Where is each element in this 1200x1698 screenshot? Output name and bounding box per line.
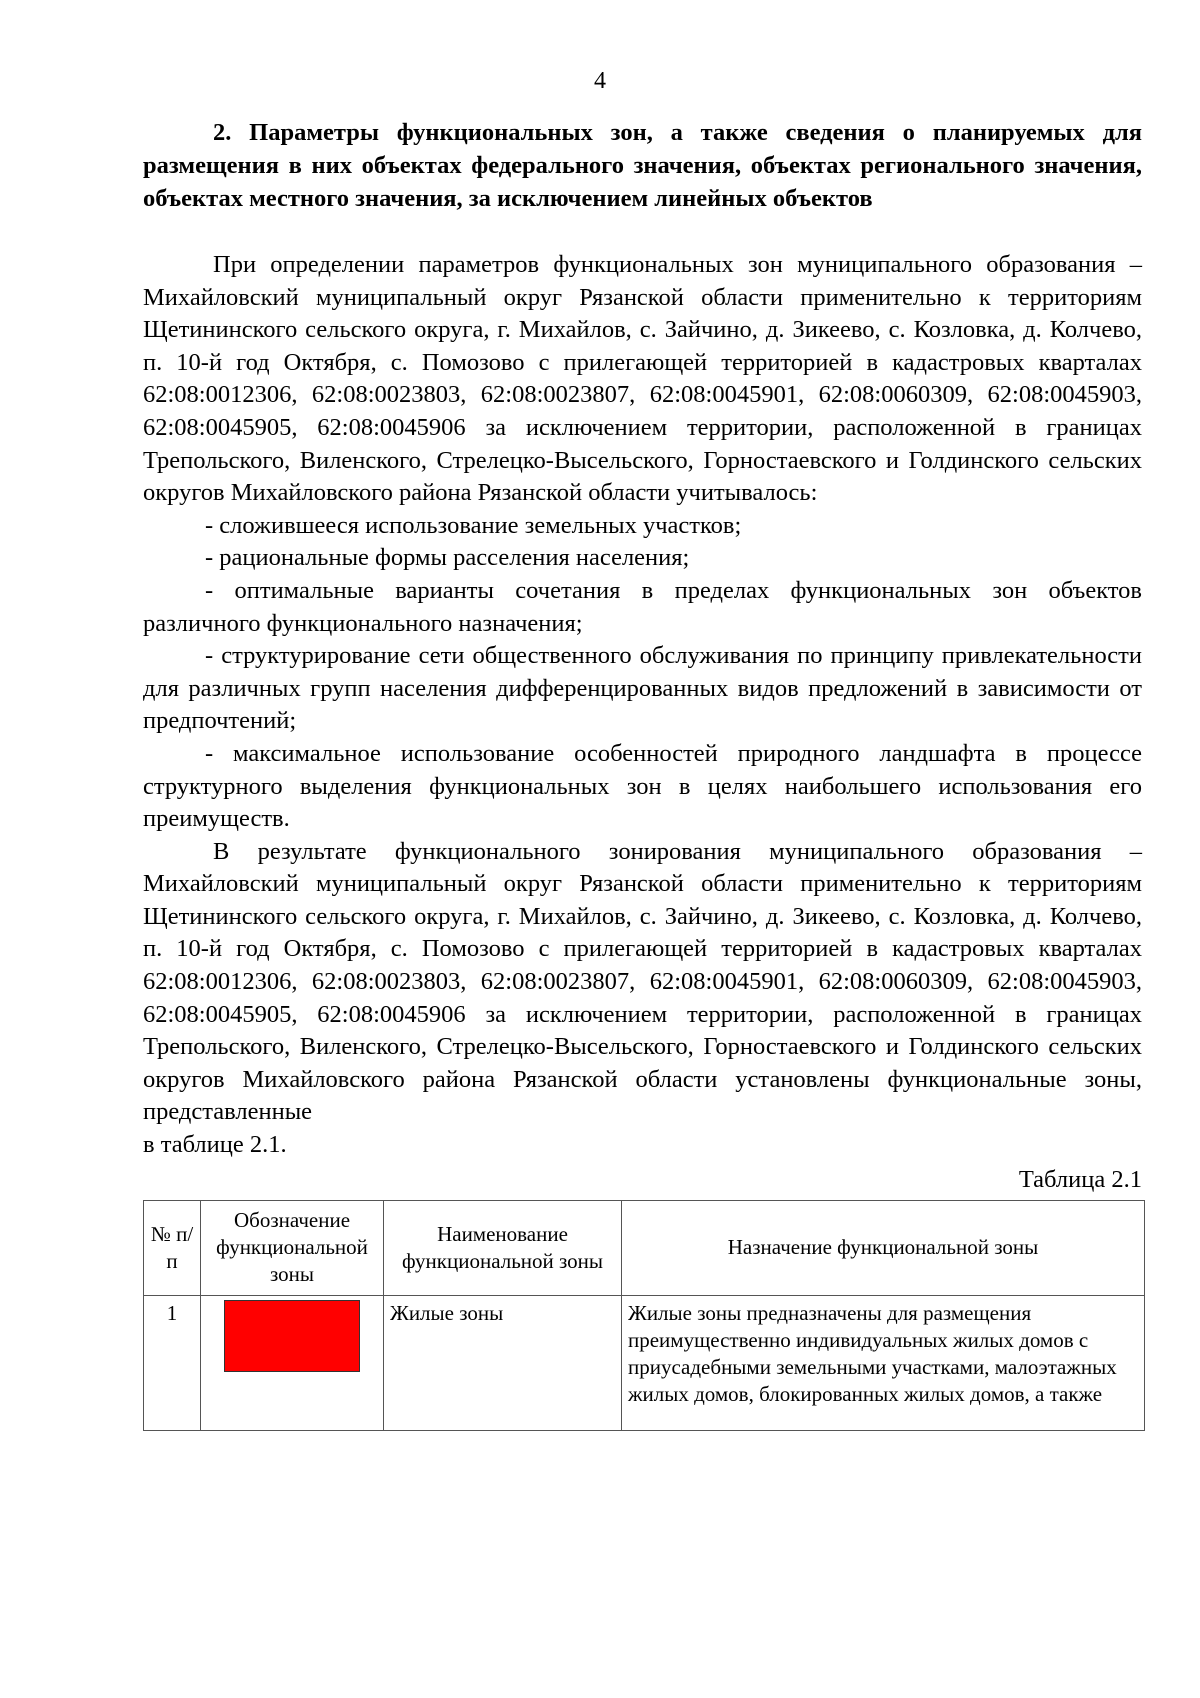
section-heading: 2. Параметры функциональных зон, а также сведения о планируемых для размещения в них объектах федерального значения, объектах регионального значения, объектах местного значения, за исключением линейных объектов — [143, 119, 1142, 212]
row-name: Жилые зоны — [384, 1295, 622, 1430]
header-designation: Обозначение функциональной зоны — [201, 1200, 384, 1295]
spacer — [143, 215, 1142, 249]
paragraph-result: В результате функционального зонирования муниципального образования – Михайловский муниципальный округ Рязанской области применительно к территориям Щетининского сельского округа, г. Михайлов, с. Зайчино, д. Зикеево, с. Козловка, д. Колчево, п. 10-й год Октября, с. Помозово с прилегающей территорией в кадастровых кварталах 62:08:0012306, 62:08:0023803, 62:08:0023807, 62:08:0045901, 62:08:0060309, 62:08:0045903, 62:08:0045905, 62:08:0045906 за исключением территории, расположенной в границах Трепольского, Виленского, Стрелецко-Высельского, Горностаевского и Голдинского сельских округов Михайловского района Рязанской области установлены функциональные зоны, представленные — [143, 837, 1142, 1126]
paragraph-considerations: При определении параметров функциональных зон муниципального образования – Михайловский муниципальный округ Рязанской области применительно к территориям Щетининского сельского округа, г. Михайлов, с. Зайчино, д. Зикеево, с. Козловка, д. Колчево, п. 10-й год Октября, с. Помозово с прилегающей территорией в кадастровых кварталах 62:08:0012306, 62:08:0023803, 62:08:0023807, 62:08:0045901, 62:08:0060309, 62:08:0045903, 62:08:0045905, 62:08:0045906 за исключением территории, расположенной в границах Трепольского, Виленского, Стрелецко-Высельского, Горностаевского и Голдинского сельских округов Михайловского района Рязанской области учитывалось: — [143, 251, 1142, 507]
header-purpose: Назначение функциональной зоны — [622, 1200, 1145, 1295]
body-text — [143, 249, 1142, 1162]
document-content — [143, 116, 1142, 1431]
table-row — [144, 1295, 1145, 1430]
list-item: - структурирование сети общественного обслуживания по принципу привлекательности для различных групп населения дифференцированных видов предложений в зависимости от предпочтений; — [143, 642, 1142, 735]
row-purpose: Жилые зоны предназначены для размещения преимущественно индивидуальных жилых домов с приусадебными земельными участками, малоэтажных жилых домов, блокированных жилых домов, а также — [622, 1295, 1145, 1430]
zones-table — [143, 1200, 1145, 1431]
row-num: 1 — [144, 1295, 201, 1430]
header-num: № п/п — [144, 1200, 201, 1295]
table-caption: Таблица 2.1 — [1018, 1165, 1142, 1193]
header-name: Наименование функциональной зоны — [384, 1200, 622, 1295]
page-number: 4 — [594, 68, 606, 94]
list-item: - оптимальные варианты сочетания в пределах функциональных зон объектов различного функционального назначения; — [143, 576, 1142, 637]
list-item: - сложившееся использование земельных участков; — [205, 511, 742, 539]
list-item: - максимальное использование особенностей природного ландшафта в процессе структурного выделения функциональных зон в целях наибольшего использования его преимуществ. — [143, 739, 1142, 833]
zone-color-swatch — [224, 1300, 360, 1372]
table-header-row — [144, 1200, 1145, 1295]
paragraph-result-tail: в таблице 2.1. — [143, 1131, 287, 1159]
list-item: - рациональные формы расселения населения; — [205, 544, 690, 572]
row-designation — [201, 1295, 384, 1430]
